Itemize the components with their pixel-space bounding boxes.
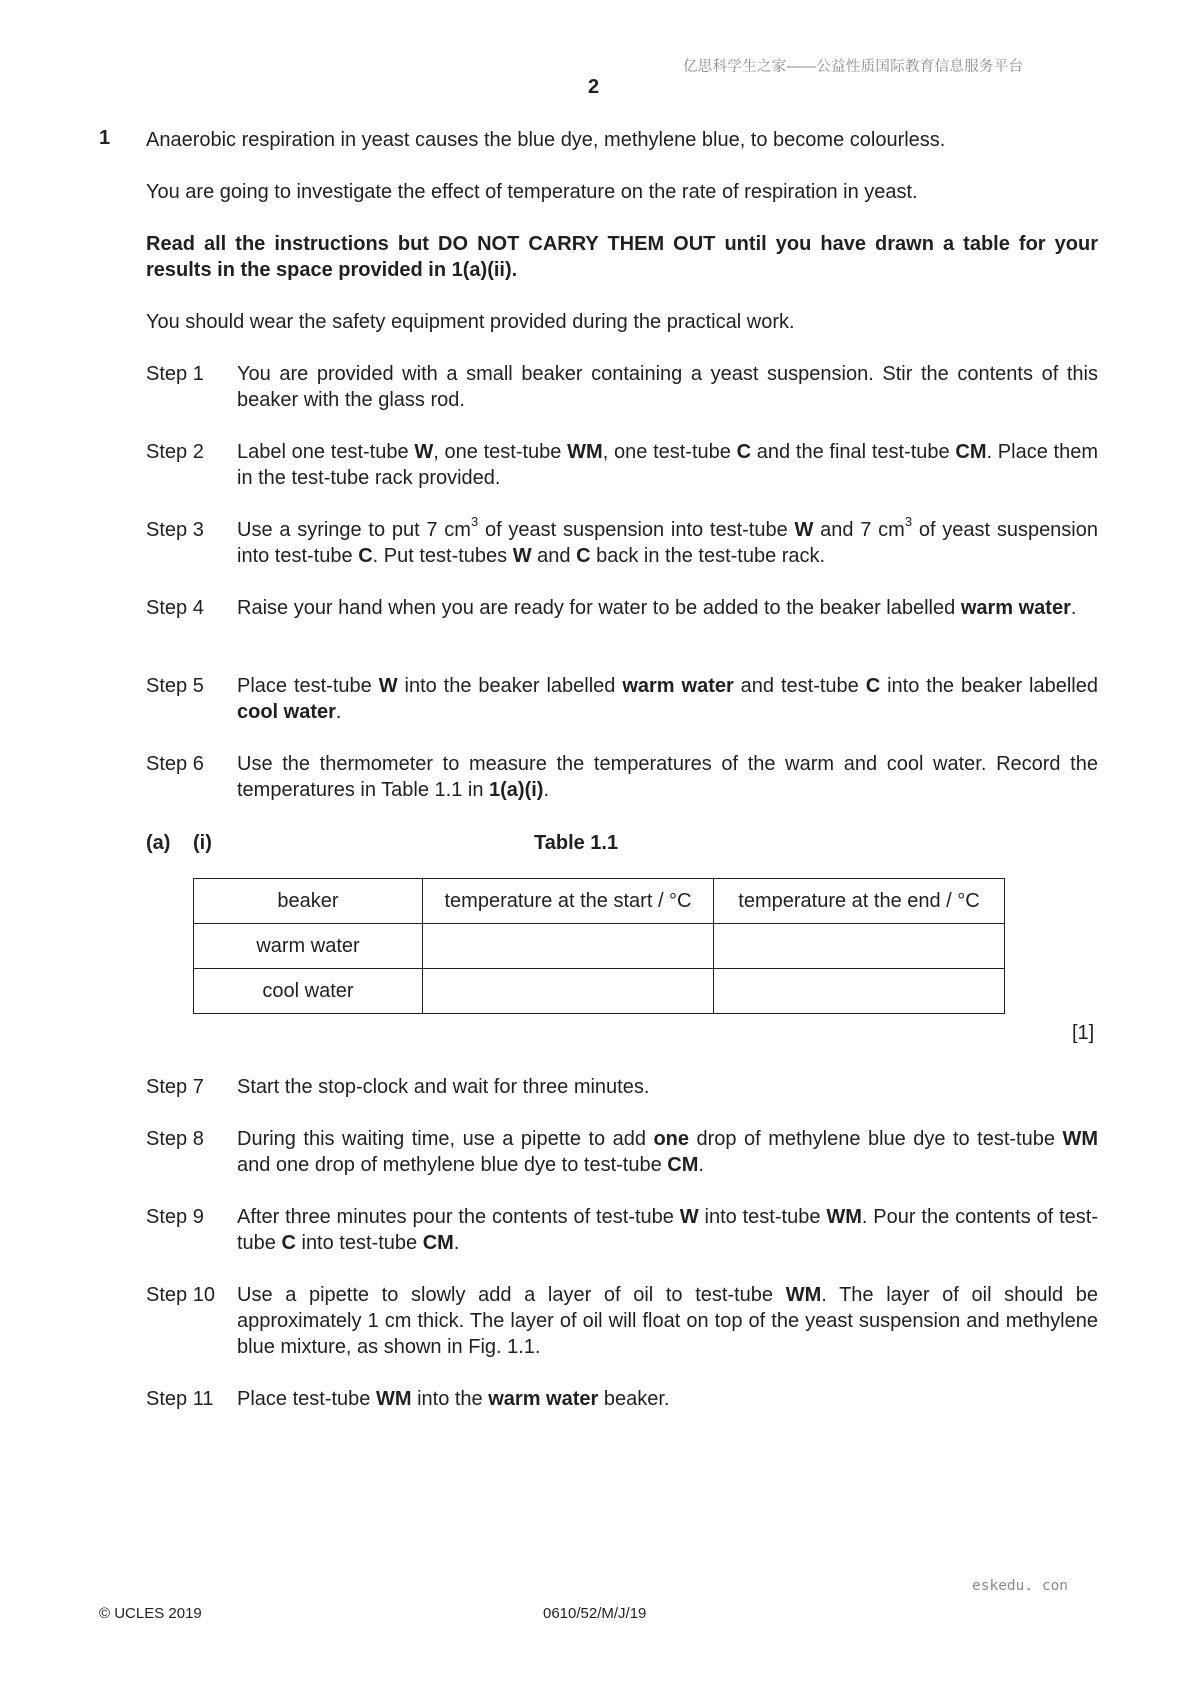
step-label: Step 10	[146, 1284, 215, 1306]
step-text-run: and	[531, 545, 577, 567]
step-text-run: , one test-tube	[602, 441, 737, 463]
instruction-bold: Read all the instructions but DO NOT CARRY THEM OUT until you have drawn a table for your results in the space provided in 1(a)(ii).	[146, 233, 1098, 281]
step-label: Step 7	[146, 1076, 204, 1098]
step-text-run: C	[358, 545, 373, 567]
page-number: 2	[588, 76, 600, 98]
step-text-run: C	[865, 675, 881, 697]
step-text-run: Place test-tube	[237, 1388, 376, 1410]
step-text-run: into the	[411, 1388, 489, 1410]
step-text-run: one	[653, 1128, 690, 1150]
table-row	[194, 924, 1005, 969]
step-text	[237, 361, 1098, 413]
step-text-run: C	[281, 1232, 296, 1254]
step-label: Step 6	[146, 753, 204, 775]
step-text-run: . The layer of oil should be approximately 1 cm thick. The layer of oil will float on top of the yeast suspension and methylene blue mixture, as shown in Fig. 1.1.	[237, 1284, 1099, 1358]
step-text-run: CM	[422, 1232, 454, 1254]
table-cell-empty[interactable]	[714, 924, 1005, 969]
step-text-run: W	[414, 441, 434, 463]
step-label: Step 1	[146, 363, 204, 385]
step-text	[237, 439, 1098, 491]
footer-watermark: eskedu. con	[972, 1578, 1069, 1594]
step-text	[237, 514, 1098, 569]
question-number: 1	[99, 127, 111, 149]
step-text-run: Use a syringe to put 7 cm	[237, 519, 471, 541]
step-label: Step 8	[146, 1128, 204, 1150]
table-cell-empty[interactable]	[714, 969, 1005, 1014]
table-cell: cool water	[194, 969, 423, 1014]
step-text	[237, 673, 1098, 725]
step-label: Step 9	[146, 1206, 204, 1228]
step-text-run: C	[576, 545, 591, 567]
question-intro: Anaerobic respiration in yeast causes the blue dye, methylene blue, to become colourless.	[146, 129, 946, 151]
step-text-run: Place test-tube	[237, 675, 379, 697]
step-text-run: WM	[1062, 1128, 1098, 1150]
step-text-run: You are provided with a small beaker containing a yeast suspension. Stir the contents of this beaker with the glass rod.	[237, 363, 1098, 411]
step-text-run: Use a pipette to slowly add a layer of oil to test-tube	[237, 1284, 786, 1306]
step-text-run: and one drop of methylene blue dye to test-tube	[237, 1154, 668, 1176]
step-text-run: warm water	[960, 597, 1071, 619]
step-text-run: 3	[904, 514, 913, 530]
step-label: Step 4	[146, 597, 204, 619]
step-text-run: Raise your hand when you are ready for water to be added to the beaker labelled	[237, 597, 961, 619]
step-text-run: Start the stop-clock and wait for three minutes.	[237, 1076, 650, 1098]
step-text-run: of yeast suspension into test-tube	[478, 519, 795, 541]
step-text-run: CM	[955, 441, 987, 463]
step-text-run: .	[698, 1154, 704, 1176]
table-title: Table 1.1	[534, 832, 619, 854]
table-cell-empty[interactable]	[423, 969, 714, 1014]
step-text-run: 1(a)(i)	[489, 779, 544, 801]
step-label: Step 11	[146, 1388, 214, 1410]
step-text-run: . Place them in the test-tube rack provided.	[237, 441, 1099, 489]
step-text-run: After three minutes pour the contents of test-tube	[237, 1206, 680, 1228]
step-text-run: W	[378, 675, 398, 697]
step-text-run: and the final test-tube	[751, 441, 956, 463]
step-text	[237, 751, 1098, 803]
step-text-run: into the beaker labelled	[880, 675, 1098, 697]
footer-paper-code: 0610/52/M/J/19	[543, 1605, 647, 1622]
step-text-run: Use the thermometer to measure the temperatures of the warm and cool water. Record the temperatures in Table 1.1 in	[237, 753, 1098, 801]
footer-copyright: © UCLES 2019	[99, 1605, 202, 1622]
step-text	[237, 1386, 1098, 1412]
step-text-run: and 7 cm	[813, 519, 905, 541]
step-text-run: into test-tube	[295, 1232, 423, 1254]
step-label: Step 2	[146, 441, 204, 463]
step-label: Step 5	[146, 675, 204, 697]
step-text-run: , one test-tube	[433, 441, 568, 463]
question-aim: You are going to investigate the effect of temperature on the rate of respiration in yeast.	[146, 181, 918, 203]
step-text-run: back in the test-tube rack.	[590, 545, 826, 567]
step-text-run: W	[679, 1206, 699, 1228]
part-i-label: (i)	[193, 832, 212, 854]
header-watermark: 亿思科学生之家——公益性质国际教育信息服务平台	[683, 59, 1024, 75]
step-text-run: cool water	[237, 701, 336, 723]
results-table	[193, 878, 1005, 1014]
step-text	[237, 1282, 1098, 1360]
step-text-run: .	[1070, 597, 1077, 619]
step-text-run: During this waiting time, use a pipette to add	[237, 1128, 654, 1150]
step-text-run: beaker.	[598, 1388, 670, 1410]
part-a-label: (a)	[146, 832, 171, 854]
step-text-run: .	[543, 779, 550, 801]
safety-note: You should wear the safety equipment provided during the practical work.	[146, 311, 795, 333]
step-text-run: into test-tube	[698, 1206, 827, 1228]
step-text-run: .	[453, 1232, 460, 1254]
step-text-run: drop of methylene blue dye to test-tube	[689, 1128, 1063, 1150]
table-row	[194, 969, 1005, 1014]
step-text-run: W	[512, 545, 532, 567]
step-text	[237, 595, 1098, 621]
step-text-run: WM	[785, 1284, 822, 1306]
step-text-run: warm water	[488, 1388, 599, 1410]
step-text-run: . Put test-tubes	[372, 545, 513, 567]
step-text-run: W	[794, 519, 814, 541]
step-text-run: WM	[375, 1388, 412, 1410]
step-text-run: into the beaker labelled	[397, 675, 623, 697]
step-text-run: WM	[567, 441, 603, 463]
table-header-row	[194, 879, 1005, 924]
step-label: Step 3	[146, 519, 204, 541]
step-text	[237, 1074, 1098, 1100]
step-text-run: warm water	[622, 675, 734, 697]
step-text-run: WM	[826, 1206, 862, 1228]
table-header-cell: beaker	[194, 879, 423, 924]
step-text	[237, 1126, 1098, 1178]
table-header-cell: temperature at the end / °C	[714, 879, 1005, 924]
step-text-run: C	[736, 441, 752, 463]
step-text-run: CM	[667, 1154, 699, 1176]
table-cell-empty[interactable]	[423, 924, 714, 969]
step-text-run: . Pour the contents of test-tube	[237, 1206, 1099, 1254]
table-header-cell: temperature at the start / °C	[423, 879, 714, 924]
step-text-run: Label one test-tube	[237, 441, 415, 463]
step-text-run: and test-tube	[733, 675, 866, 697]
step-text	[237, 1204, 1098, 1256]
step-text-run: 3	[470, 514, 479, 530]
step-text-run: .	[335, 701, 342, 723]
marks-label: [1]	[1072, 1022, 1095, 1044]
step-text-run: of yeast suspension into test-tube	[237, 519, 1098, 567]
table-cell: warm water	[194, 924, 423, 969]
